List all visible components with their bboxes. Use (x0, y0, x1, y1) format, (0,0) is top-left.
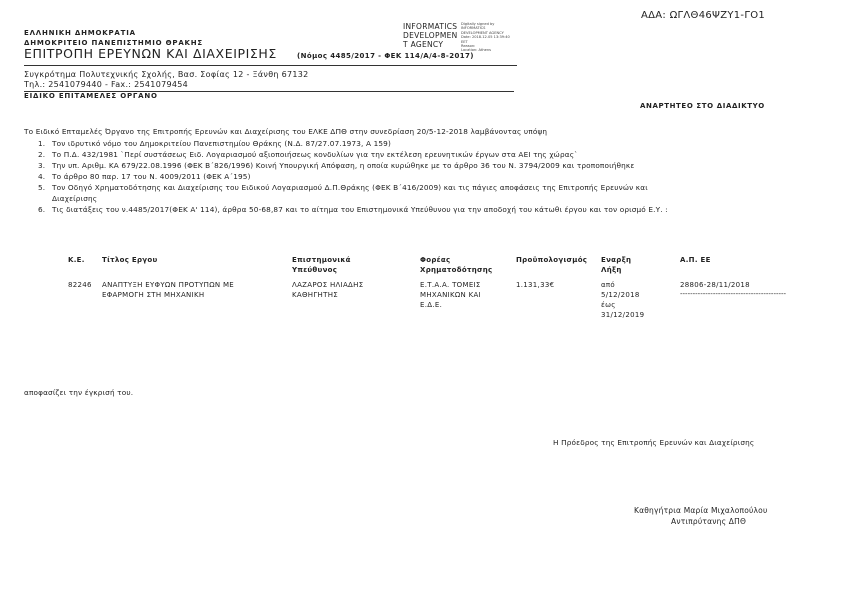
cell-start-label: από (601, 281, 616, 289)
phone-fax: Τηλ.: 2541079440 - Fax.: 2541079454 (24, 80, 189, 89)
stamp-detail: Reason: (461, 44, 476, 49)
col-header-ke: Κ.Ε. (68, 256, 85, 264)
decision-text: αποφασίζει την έγκρισή του. (24, 388, 134, 397)
list-item: 6. Τις διατάξεις του ν.4485/2017(ΦΕΚ Α' 114), άρθρα 50-68,87 και το αίτημα του Επιστημονικά Υπεύθυνου για την αποδοχή του κάτωθι έργου και τον ορισμό Ε.Υ. : (38, 205, 668, 214)
stamp-detail: Location: Athens (461, 48, 491, 53)
list-item: 2. Το Π.Δ. 432/1981 `Περί συστάσεως Ειδ. Λογαριασμού αξιοποιήσεως κονδυλίων για την εκτέλεση ερευνητικών έργων στα ΑΕΙ της χώρας` (38, 150, 578, 159)
col-header-title: Τίτλος Εργου (102, 256, 158, 264)
cell-funder: Ε.Τ.Α.Α. ΤΟΜΕΙΣ ΜΗΧΑΝΙΚΩΝ ΚΑΙ Ε.Δ.Ε. (420, 281, 481, 309)
header-divider (24, 65, 517, 66)
stamp-line: DEVELOPMEN (403, 31, 458, 40)
posted-online-label: ΑΝΑΡΤΗΤΕΟ ΣΤΟ ΔΙΑΔΙΚΤΥΟ (640, 102, 765, 110)
cell-start-date: 5/12/2018 (601, 291, 640, 299)
chair-title: Η Πρόεδρος της Επιτροπής Ερευνών και Διαχείρισης (553, 438, 755, 447)
col-header-period: Εναρξη Λήξη (601, 256, 632, 274)
signatory-name: Καθηγήτρια Μαρία Μιχαλοπούλου (634, 506, 768, 515)
stamp-line: INFORMATICS (403, 22, 458, 31)
considerations-list (38, 138, 798, 215)
col-header-scientific-lead: Επιστημονικά Υπεύθυνος (292, 256, 351, 274)
cell-scientific-lead-rank: ΚΑΘΗΓΗΤΗΣ (292, 291, 338, 299)
cell-end-label: έως (601, 301, 616, 309)
university-label: ΔΗΜΟΚΡΙΤΕΙΟ ΠΑΝΕΠΙΣΤΗΜΙΟ ΘΡΑΚΗΣ (24, 39, 204, 47)
cell-budget: 1.131,33€ (516, 281, 555, 289)
list-item: 4. Το άρθρο 80 παρ. 17 του Ν. 4009/2011 (ΦΕΚ Α΄195) (38, 172, 251, 181)
list-item: 1. Τον ιδρυτικό νόμο του Δημοκριτείου Πανεπιστημίου Θράκης (Ν.Δ. 87/27.07.1973, Α 159) (38, 139, 391, 148)
stamp-detail: DEVELOPMENT AGENCY (461, 30, 504, 35)
cell-title: ΑΝΑΠΤΥΞΗ ΕΥΦΥΩΝ ΠΡΟΤΥΠΩΝ ΜΕ ΕΦΑΡΜΟΓΗ ΣΤΗ ΜΗΧΑΝΙΚΗ (102, 281, 235, 299)
stamp-detail: EET (461, 39, 468, 44)
ada-code: ΑΔΑ: ΩΓΛΘ46ΨΖΥ1-ΓΟ1 (641, 10, 766, 21)
committee-title: ΕΠΙΤΡΟΠΗ ΕΡΕΥΝΩΝ ΚΑΙ ΔΙΑΧΕΙΡΙΣΗΣ (24, 46, 277, 61)
cell-ap: 28806-28/11/2018 (680, 281, 750, 289)
col-header-funder: Φορέας Χρηματοδότησης (420, 256, 493, 274)
cell-ke: 82246 (68, 281, 92, 289)
signature-stamp-details (461, 22, 510, 53)
stamp-detail: Digitally signed by (461, 22, 495, 26)
stamp-line: T AGENCY (403, 40, 444, 49)
signatory-role: Αντιπρύτανης ΔΠΘ (671, 517, 747, 526)
col-header-budget: Προϋπολογισμός (516, 256, 588, 264)
list-item: 3. Την υπ. Αριθμ. ΚΑ 679/22.08.1996 (ΦΕΚ Β΄826/1996) Κοινή Υπουργική Απόφαση, η οποία κυρώθηκε με το άρθρο 36 του Ν. 3794/2009 και τροποποιήθηκε (38, 161, 635, 170)
col-header-ap: Α.Π. ΕΕ (680, 256, 711, 264)
stamp-detail: INFORMATICS (461, 26, 486, 31)
intro-text: Το Ειδικό Επταμελές Όργανο της Επιτροπής Ερευνών και Διαχείρισης του ΕΛΚΕ ΔΠΘ στην συνεδρίαση 20/5-12-2018 λαμβάνοντας υπόψη (24, 127, 548, 136)
organ-label: ΕΙΔΙΚΟ ΕΠΙΤΑΜΕΛΕΣ ΟΡΓΑΝΟ (24, 92, 158, 100)
cell-end-date: 31/12/2019 (601, 311, 645, 319)
republic-label: ΕΛΛΗΝΙΚΗ ΔΗΜΟΚΡΑΤΙΑ (24, 29, 136, 37)
cell-ap-dashes: ------------------------------------------ (680, 290, 787, 298)
cell-scientific-lead-name: ΛΑΖΑΡΟΣ ΗΛΙΑΔΗΣ (292, 281, 364, 289)
address: Συγκρότημα Πολυτεχνικής Σχολής, Βασ. Σοφίας 12 - Ξάνθη 67132 (24, 70, 309, 79)
signature-stamp (403, 22, 458, 49)
list-item: 5. Τον Οδηγό Χρηματοδότησης και Διαχείρισης του Ειδικού Λογαριασμού Δ.Π.Θράκης (ΦΕΚ Β΄416/2009) και τις πάγιες αποφάσεις της Επιτροπής Ερευνών και Διαχείρισης (38, 183, 648, 203)
stamp-detail: Date: 2018.12.05 13:39:40 (461, 35, 510, 40)
law-reference: (Νόμος 4485/2017 - ΦΕΚ 114/Α/4-8-2017) (297, 52, 474, 60)
